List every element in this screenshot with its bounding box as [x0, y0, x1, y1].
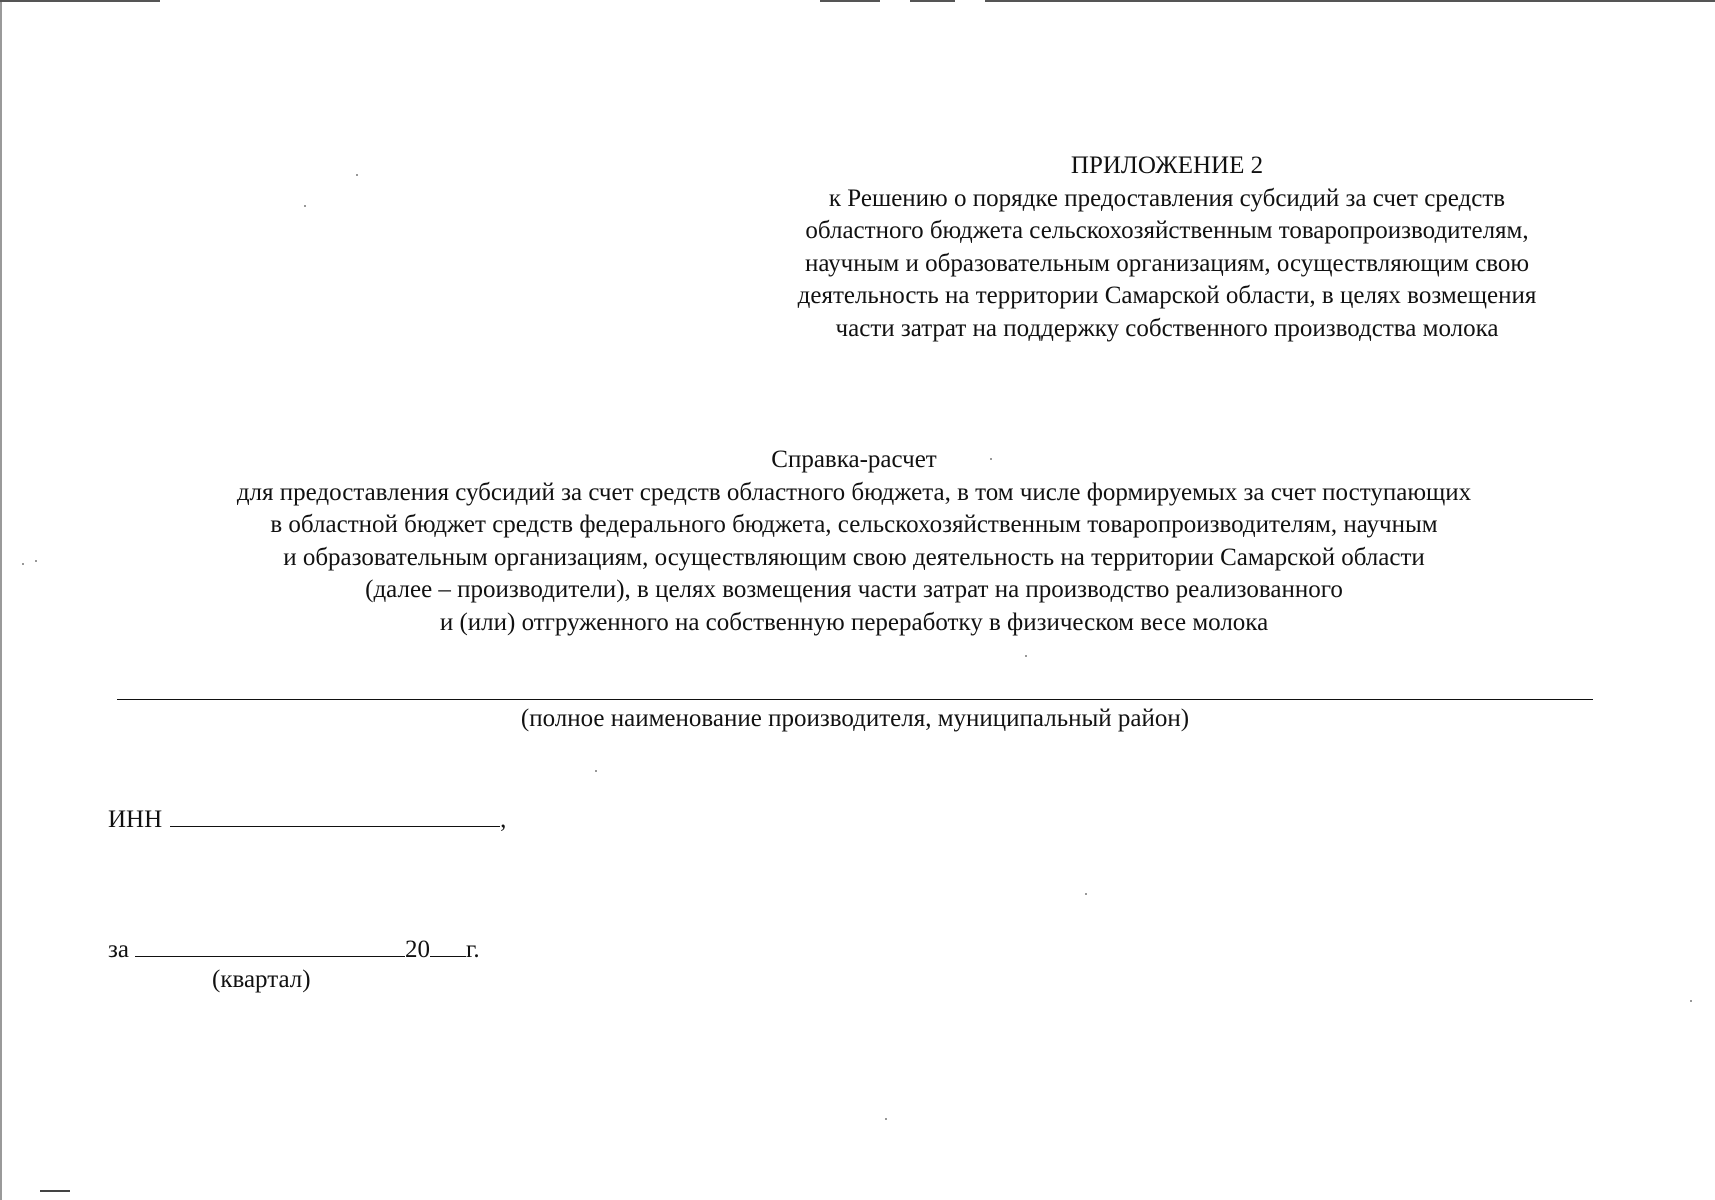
inn-comma: , [500, 806, 507, 833]
scan-edge-top-mid-1 [820, 0, 880, 2]
year-suffix: г. [465, 936, 480, 963]
scan-edge-bottom-left [40, 1190, 70, 1192]
heading-line: в областной бюджет средств федерального бюджета, сельскохозяйственным товаропроизводителям, научным [270, 511, 1438, 538]
heading-line: и образовательным организациям, осуществляющим свою деятельность на территории Самарской области [283, 543, 1425, 571]
period-row [108, 930, 480, 966]
producer-name-field[interactable] [117, 699, 1593, 700]
scan-speck [1025, 655, 1027, 657]
inn-label: ИНН [108, 806, 163, 833]
scan-edge-top-left [0, 0, 160, 2]
appendix-line: научным и образовательным организациям, осуществляющим свою [804, 249, 1530, 277]
inn-row [108, 800, 506, 836]
scan-speck [1085, 893, 1087, 895]
appendix-line: части затрат на поддержку собственного производства молока [835, 314, 1499, 342]
quarter-field[interactable] [135, 930, 405, 957]
year-field[interactable] [430, 930, 466, 957]
period-label: за [108, 936, 129, 963]
quarter-caption: (квартал) [212, 966, 311, 993]
inn-field[interactable] [170, 800, 500, 827]
document-heading [100, 444, 1608, 639]
scan-edge-top-right [985, 0, 1715, 2]
appendix-block [732, 150, 1602, 345]
scan-speck [35, 560, 37, 562]
appendix-line: деятельность на территории Самарской области, в целях возмещения [797, 282, 1537, 309]
scan-edge-top-mid-2 [910, 0, 955, 2]
producer-name-caption: (полное наименование производителя, муниципальный район) [520, 705, 1190, 732]
year-prefix: 20 [404, 936, 430, 963]
scan-edge-left [0, 0, 2, 1200]
scan-speck [356, 174, 358, 176]
scan-speck [595, 770, 597, 772]
appendix-title: ПРИЛОЖЕНИЕ 2 [1070, 152, 1264, 179]
scan-speck [885, 1118, 887, 1120]
scan-speck [304, 205, 306, 207]
document-title: Справка-расчет [771, 446, 937, 473]
heading-line: и (или) отгруженного на собственную переработку в физическом весе молока [439, 608, 1269, 636]
appendix-line: областного бюджета сельскохозяйственным товаропроизводителям, [805, 217, 1529, 244]
heading-line: (далее – производители), в целях возмещения части затрат на производство реализованного [365, 576, 1343, 603]
scan-speck [22, 563, 24, 565]
scan-speck [1690, 1000, 1692, 1002]
appendix-line: к Решению о порядке предоставления субсидий за счет средств [828, 184, 1506, 212]
heading-line: для предоставления субсидий за счет средств областного бюджета, в том числе формируемых за счет поступающих [236, 478, 1472, 506]
